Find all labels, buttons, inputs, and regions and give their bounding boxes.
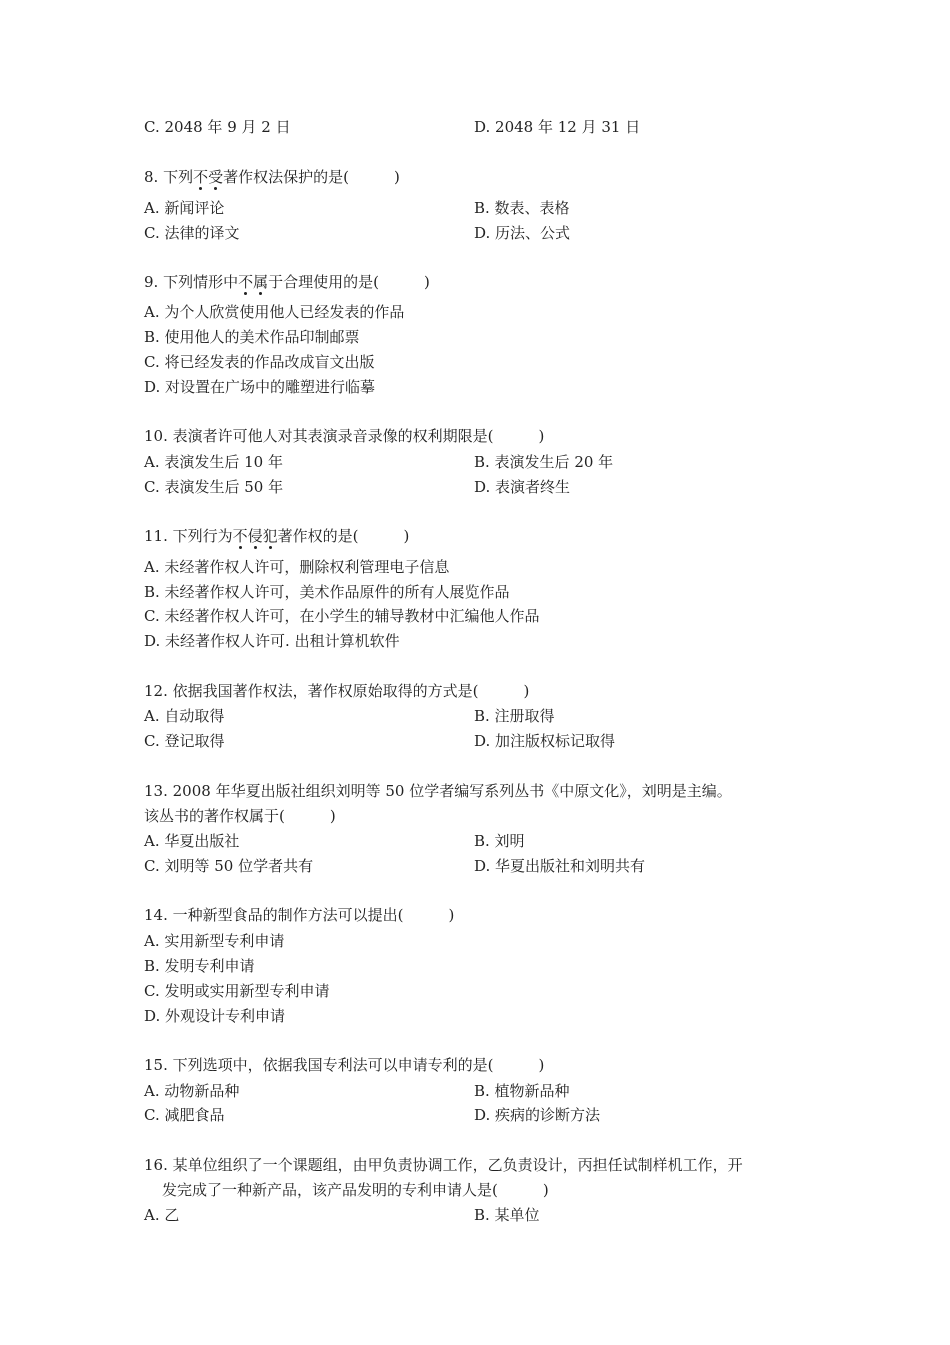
q9-stem-pre: 9. 下列情形中 bbox=[144, 273, 239, 291]
q14-option-b: B. 发明专利申请 bbox=[144, 957, 255, 975]
q11-option-b: B. 未经著作权人许可，美术作品原件的所有人展览作品 bbox=[144, 583, 510, 601]
q16-stem-line2: 发完成了一种新产品，该产品发明的专利申请人是( ) bbox=[162, 1181, 549, 1199]
q13-option-b: B. 刘明 bbox=[474, 832, 525, 850]
q12-option-b: B. 注册取得 bbox=[474, 707, 555, 725]
q8-stem-post: 著作权法保护的是( ) bbox=[223, 168, 400, 186]
q11-emphasis-2: 侵 bbox=[247, 527, 263, 545]
q9-stem bbox=[144, 272, 430, 292]
q14-option-d: D. 外观设计专利申请 bbox=[144, 1007, 286, 1025]
q8-option-a: A. 新闻评论 bbox=[144, 199, 225, 217]
q11-option-a: A. 未经著作权人许可，删除权利管理电子信息 bbox=[144, 558, 450, 576]
q9-emphasis-2: 属 bbox=[253, 273, 269, 291]
q15-stem: 15. 下列选项中，依据我国专利法可以申请专利的是( ) bbox=[144, 1056, 545, 1074]
q8-stem bbox=[144, 167, 400, 187]
q13-option-a: A. 华夏出版社 bbox=[144, 832, 240, 850]
q9-option-d: D. 对设置在广场中的雕塑进行临摹 bbox=[144, 378, 376, 396]
q16-option-b: B. 某单位 bbox=[474, 1206, 540, 1224]
q11-stem bbox=[144, 526, 409, 546]
q13-stem-line1: 13. 2008 年华夏出版社组织刘明等 50 位学者编写系列丛书《中原文化》，刘明是主编。 bbox=[144, 782, 732, 800]
q11-emphasis-3: 犯 bbox=[262, 527, 278, 545]
q13-stem-line2: 该丛书的著作权属于( ) bbox=[144, 807, 336, 825]
q16-stem-line1: 16. 某单位组织了一个课题组，由甲负责协调工作，乙负责设计，丙担任试制样机工作，开 bbox=[144, 1156, 743, 1174]
q10-option-a: A. 表演发生后 10 年 bbox=[144, 453, 283, 471]
q13-option-d: D. 华夏出版社和刘明共有 bbox=[474, 857, 646, 875]
q12-option-c: C. 登记取得 bbox=[144, 732, 225, 750]
q11-option-d: D. 未经著作权人许可. 出租计算机软件 bbox=[144, 632, 400, 650]
q9-emphasis-1: 不 bbox=[238, 273, 254, 291]
q9-stem-post: 于合理使用的是( ) bbox=[268, 273, 430, 291]
q9-option-b: B. 使用他人的美术作品印制邮票 bbox=[144, 328, 360, 346]
q8-option-d: D. 历法、公式 bbox=[474, 224, 571, 242]
q7-option-c: C. 2048 年 9 月 2 日 bbox=[144, 118, 291, 136]
q15-option-a: A. 动物新品种 bbox=[144, 1082, 240, 1100]
q7-option-d: D. 2048 年 12 月 31 日 bbox=[474, 118, 641, 136]
q10-option-c: C. 表演发生后 50 年 bbox=[144, 478, 284, 496]
q11-stem-post: 著作权的是( ) bbox=[277, 527, 410, 545]
q8-emphasis-1: 不 bbox=[193, 168, 209, 186]
q12-option-d: D. 加注版权标记取得 bbox=[474, 732, 616, 750]
q15-option-c: C. 减肥食品 bbox=[144, 1106, 225, 1124]
q15-option-d: D. 疾病的诊断方法 bbox=[474, 1106, 601, 1124]
q16-option-a: A. 乙 bbox=[144, 1206, 180, 1224]
q9-option-c: C. 将已经发表的作品改成盲文出版 bbox=[144, 353, 375, 371]
q12-option-a: A. 自动取得 bbox=[144, 707, 225, 725]
q8-emphasis-2: 受 bbox=[208, 168, 224, 186]
q14-option-a: A. 实用新型专利申请 bbox=[144, 932, 285, 950]
q8-option-c: C. 法律的译文 bbox=[144, 224, 240, 242]
q12-stem: 12. 依据我国著作权法，著作权原始取得的方式是( ) bbox=[144, 682, 530, 700]
q8-stem-pre: 8. 下列 bbox=[144, 168, 194, 186]
q14-stem: 14. 一种新型食品的制作方法可以提出( ) bbox=[144, 906, 455, 924]
q9-option-a: A. 为个人欣赏使用他人已经发表的作品 bbox=[144, 303, 405, 321]
q10-option-d: D. 表演者终生 bbox=[474, 478, 571, 496]
q11-stem-pre: 11. 下列行为 bbox=[144, 527, 233, 545]
q10-stem: 10. 表演者许可他人对其表演录音录像的权利期限是( ) bbox=[144, 427, 545, 445]
q15-option-b: B. 植物新品种 bbox=[474, 1082, 570, 1100]
q14-option-c: C. 发明或实用新型专利申请 bbox=[144, 982, 330, 1000]
q10-option-b: B. 表演发生后 20 年 bbox=[474, 453, 614, 471]
q11-option-c: C. 未经著作权人许可，在小学生的辅导教材中汇编他人作品 bbox=[144, 607, 540, 625]
q11-emphasis-1: 不 bbox=[232, 527, 248, 545]
q13-option-c: C. 刘明等 50 位学者共有 bbox=[144, 857, 314, 875]
q8-option-b: B. 数表、表格 bbox=[474, 199, 570, 217]
